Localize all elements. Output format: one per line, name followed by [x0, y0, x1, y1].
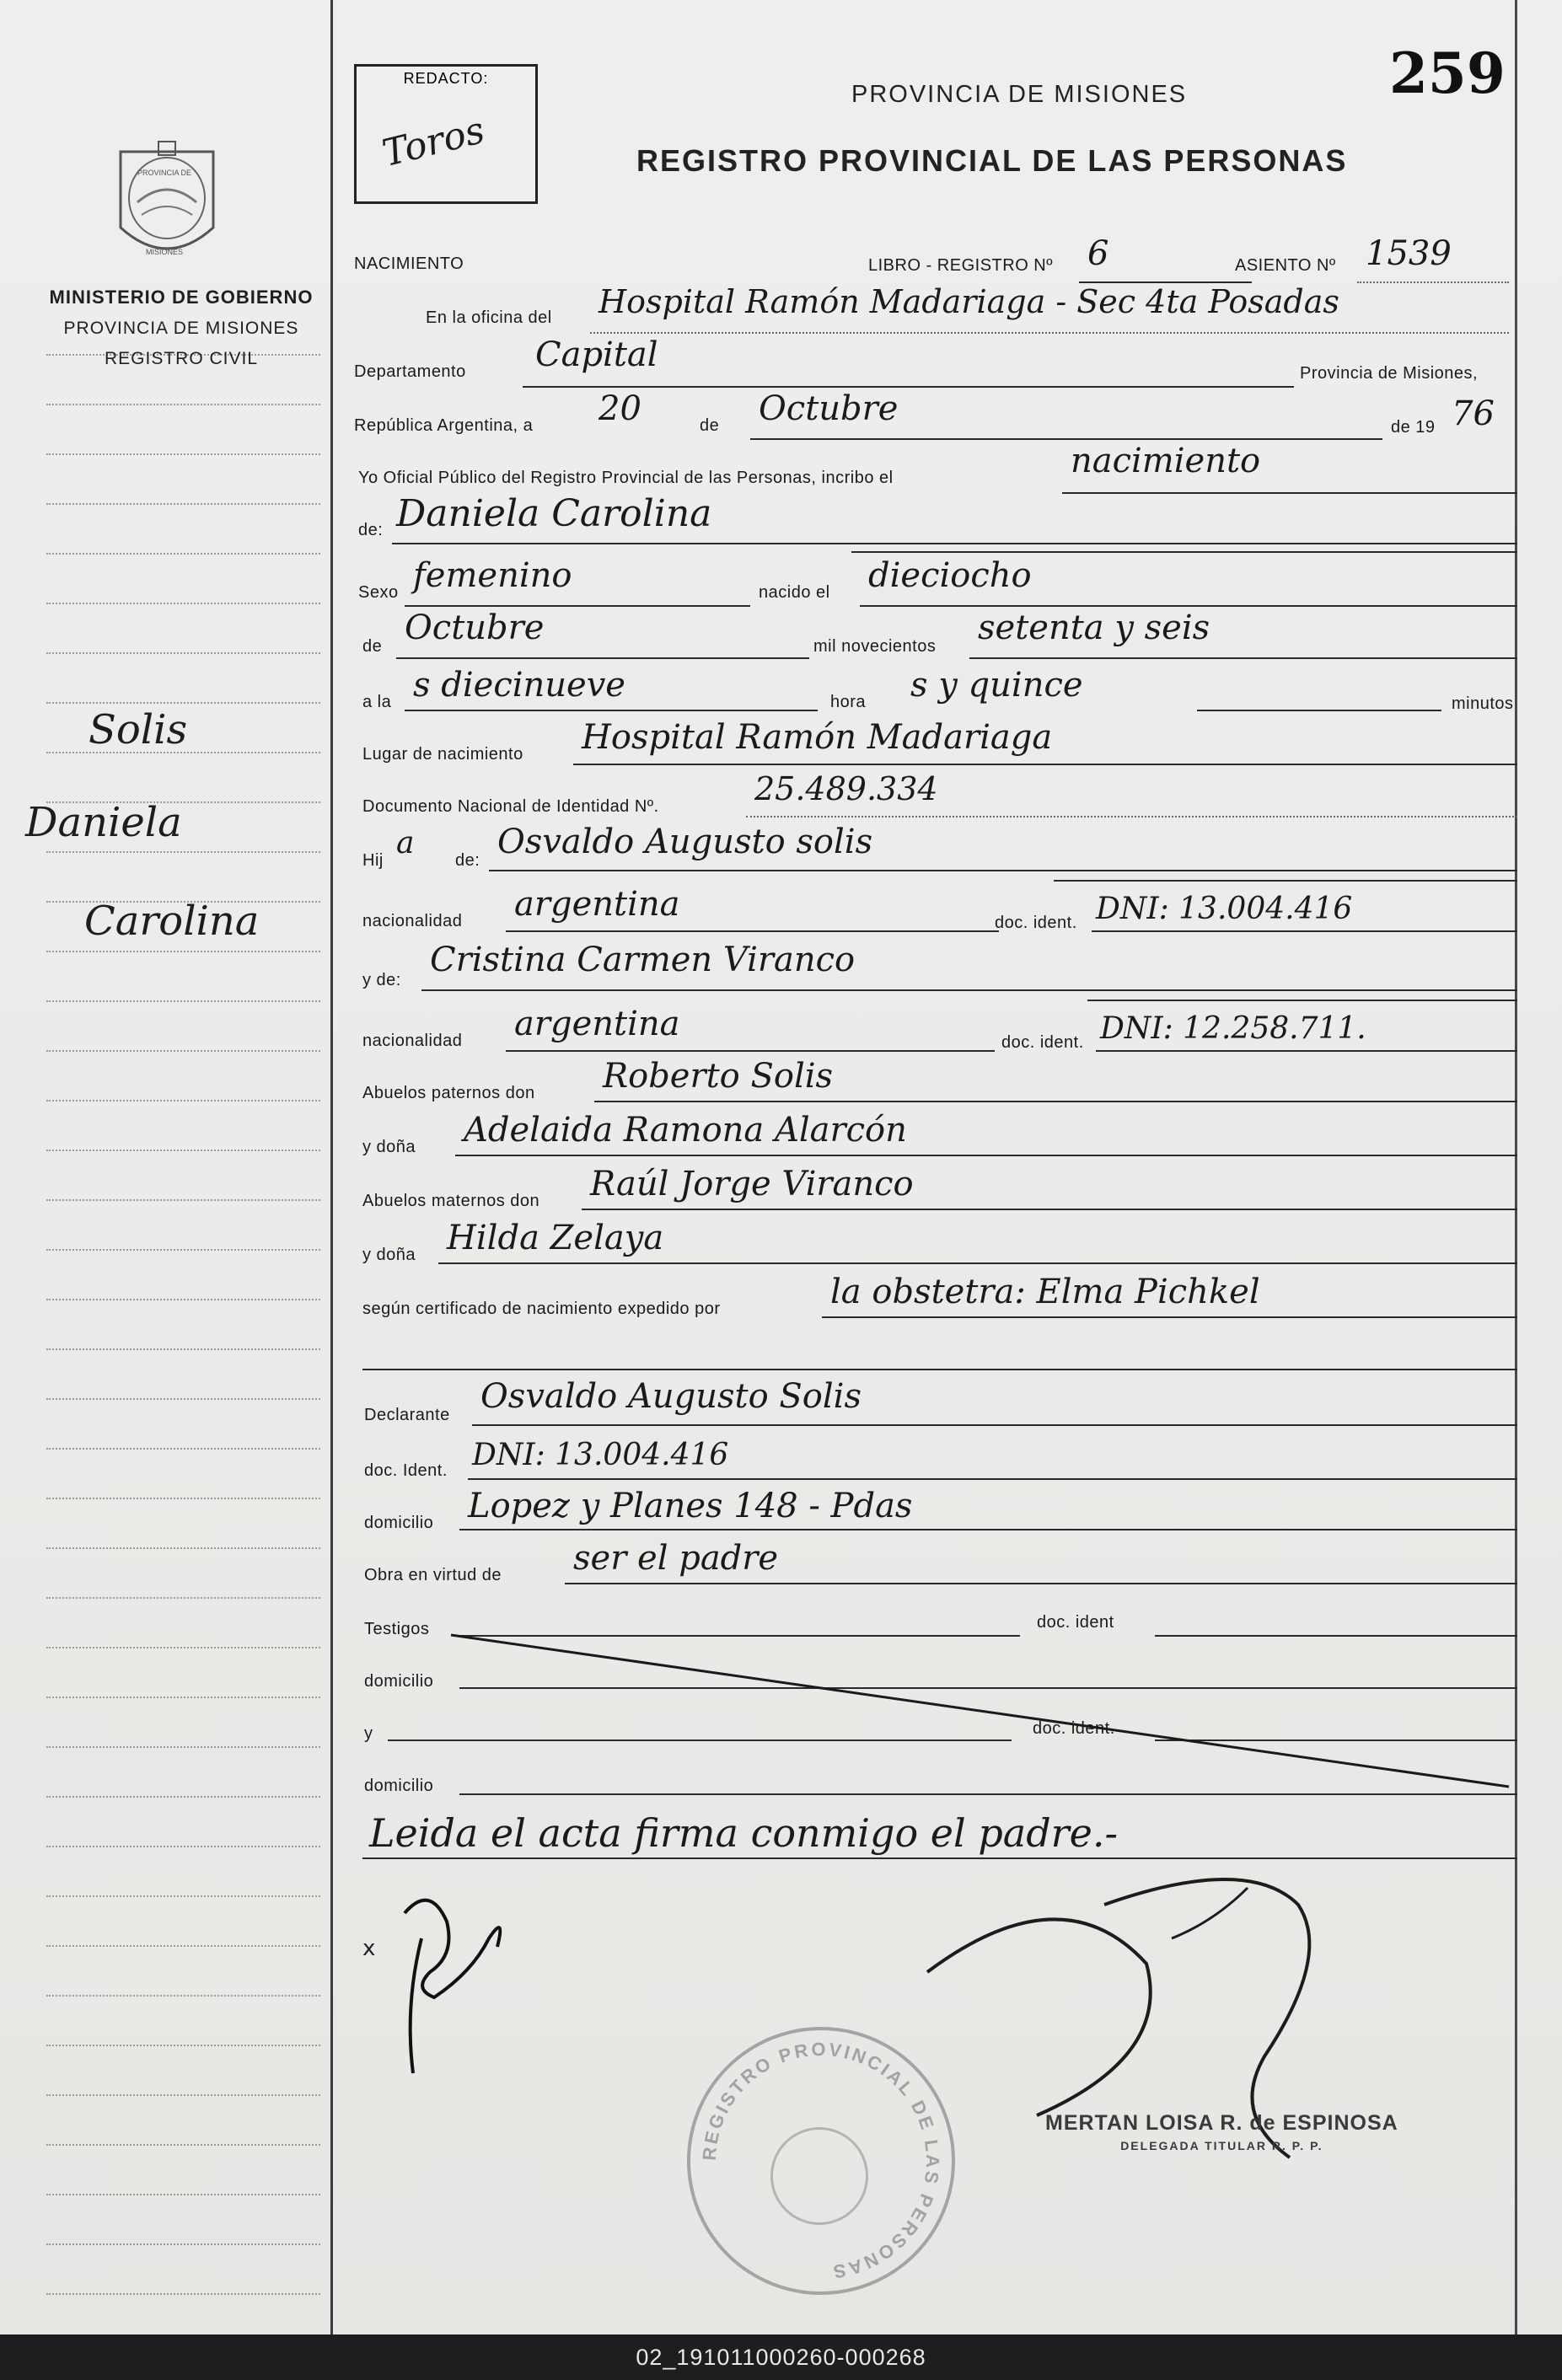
abp-value: Roberto Solis	[603, 1057, 834, 1096]
anio-value: 76	[1452, 394, 1495, 433]
dom-value: Lopez y Planes 148 - Pdas	[468, 1487, 913, 1525]
margin-surname: Solis	[89, 706, 188, 753]
margin-dotted-line	[46, 702, 320, 704]
abm-value: Raúl Jorge Viranco	[590, 1165, 914, 1203]
doc2-label: doc. ident.	[1001, 1033, 1084, 1052]
seal-lettering-icon	[101, 160, 228, 261]
margin-rule	[330, 0, 333, 2334]
province-heading: PROVINCIA DE MISIONES	[851, 81, 1188, 108]
mes-value: Octubre	[759, 389, 899, 428]
margin-dotted-line	[46, 503, 320, 505]
yde-label: y de:	[362, 971, 401, 989]
right-rule	[1515, 0, 1517, 2334]
cert-value: la obstetra: Elma Pichkel	[830, 1273, 1260, 1311]
margin-dotted-line	[46, 1398, 320, 1400]
ministry-name: MINISTERIO DE GOBIERNO	[49, 287, 314, 308]
ministry-province: PROVINCIA DE MISIONES	[63, 319, 299, 338]
oficial-label: Yo Oficial Público del Registro Provincial de las Personas, incribo el	[358, 469, 894, 487]
redacto-label: REDACTO:	[403, 70, 489, 87]
nac1-value: argentina	[514, 885, 680, 924]
departamento-label: Departamento	[354, 362, 466, 381]
docdecl-value: DNI: 13.004.416	[472, 1438, 729, 1472]
official-title: DELEGADA TITULAR R. P. P.	[1120, 2139, 1323, 2152]
declarante-label: Declarante	[364, 1406, 450, 1424]
dia-value: 20	[598, 389, 641, 428]
oficial-value: nacimiento	[1071, 442, 1261, 480]
dni-label: Documento Nacional de Identidad Nº.	[362, 797, 659, 816]
madre-value: Cristina Carmen Viranco	[430, 941, 856, 979]
ydona2-label: y doña	[362, 1246, 416, 1264]
mes2-value: Octubre	[405, 608, 545, 647]
margin-dotted-line	[46, 2194, 320, 2195]
mil-value: setenta y seis	[978, 608, 1210, 647]
oficina-value: Hospital Ramón Madariaga - Sec 4ta Posadas	[598, 283, 1339, 320]
margin-dotted-line	[46, 1895, 320, 1897]
obra-value: ser el padre	[573, 1539, 779, 1578]
margin-dotted-line	[46, 951, 320, 952]
lugar-value: Hospital Ramón Madariaga	[582, 718, 1053, 757]
oficina-label: En la oficina del	[426, 308, 552, 327]
strike-through-line	[447, 1627, 1517, 1795]
margin-dotted-line	[46, 603, 320, 604]
ydona1-label: y doña	[362, 1138, 416, 1156]
margin-dotted-line	[46, 1448, 320, 1450]
margin-dotted-line	[46, 1498, 320, 1499]
official-name: MERTAN LOISA R. de ESPINOSA	[1045, 2111, 1398, 2135]
lugar-label: Lugar de nacimiento	[362, 745, 523, 764]
abm-label: Abuelos maternos don	[362, 1192, 540, 1210]
libro-label: LIBRO - REGISTRO Nº	[868, 256, 1054, 275]
margin-dotted-line	[46, 2293, 320, 2295]
svg-text:x: x	[362, 1936, 376, 1961]
margin-dotted-line	[46, 1547, 320, 1549]
libro-value: 6	[1087, 234, 1109, 273]
margin-dotted-line	[46, 1299, 320, 1300]
minutos-label: minutos	[1452, 694, 1514, 713]
round-registry-stamp	[687, 2027, 955, 2295]
hora-value: s y quince	[910, 666, 1083, 705]
page-number: 259	[1389, 40, 1506, 106]
nac2-label: nacionalidad	[362, 1032, 463, 1050]
hora-label: hora	[830, 693, 867, 711]
test-doc2-label: doc. ident.	[1033, 1719, 1115, 1738]
official-name-stamp	[1045, 2111, 1398, 2152]
provincia-suffix: Provincia de Misiones,	[1300, 364, 1479, 383]
nacido-value: dieciocho	[868, 556, 1032, 595]
registry-heading: REGISTRO PROVINCIAL DE LAS PERSONAS	[636, 143, 1348, 178]
abp-label: Abuelos paternos don	[362, 1084, 535, 1102]
margin-dotted-line	[46, 1000, 320, 1002]
sexo-label: Sexo	[358, 583, 399, 602]
cert-label: según certificado de nacimiento expedido por	[362, 1300, 721, 1318]
margin-dotted-line	[46, 1348, 320, 1350]
margin-dotted-line	[46, 2144, 320, 2146]
mil-label: mil novecientos	[813, 637, 937, 656]
margin-dotted-line	[46, 1199, 320, 1201]
de-label: de	[700, 416, 720, 435]
margin-dotted-line	[46, 1597, 320, 1599]
testigos-label: Testigos	[364, 1620, 430, 1638]
scan-identifier: 02_191011000260-000268	[0, 2334, 1562, 2380]
margin-second-name: Carolina	[84, 898, 260, 945]
doc1-value: DNI: 13.004.416	[1096, 892, 1353, 926]
doc2-value: DNI: 12.258.711.	[1100, 1011, 1366, 1046]
asiento-value: 1539	[1366, 234, 1452, 273]
margin-dotted-line	[46, 652, 320, 654]
margin-dotted-line	[46, 1100, 320, 1102]
margin-first-name: Daniela	[25, 799, 182, 846]
margin-dotted-line	[46, 1995, 320, 1997]
margin-dotted-line	[46, 404, 320, 405]
seal-bottom-text: MISIONES	[145, 248, 184, 256]
hij-de-label: de:	[455, 851, 480, 870]
margin-dotted-line	[46, 2094, 320, 2096]
nac1-label: nacionalidad	[362, 912, 463, 930]
doc1-label: doc. ident.	[995, 914, 1077, 932]
margin-dotted-line	[46, 1945, 320, 1947]
ministry-block	[34, 287, 329, 369]
declarante-value: Osvaldo Augusto Solis	[480, 1377, 862, 1416]
margin-dotted-line	[46, 1150, 320, 1151]
alas-label: a la	[362, 693, 392, 711]
margin-dotted-line	[46, 2045, 320, 2046]
margin-dotted-line	[46, 1796, 320, 1798]
seal-top-text: PROVINCIA DE	[137, 169, 192, 177]
sexo-value: femenino	[413, 556, 572, 595]
ydona1-value: Adelaida Ramona Alarcón	[464, 1111, 907, 1150]
dom2-label: domicilio	[364, 1672, 434, 1691]
margin-dotted-line	[46, 453, 320, 455]
margin-dotted-line	[46, 1050, 320, 1052]
asiento-label: ASIENTO Nº	[1235, 256, 1336, 275]
nacido-label: nacido el	[759, 583, 830, 602]
margin-dotted-line	[46, 1697, 320, 1698]
margin-dotted-line	[46, 1746, 320, 1748]
nacimiento-label: NACIMIENTO	[354, 255, 464, 273]
test-doc-label: doc. ident	[1037, 1613, 1114, 1632]
docdecl-label: doc. Ident.	[364, 1461, 448, 1480]
closing-statement: Leida el acta firma conmigo el padre.-	[369, 1810, 1119, 1856]
margin-dotted-line	[46, 851, 320, 853]
departamento-value: Capital	[535, 335, 658, 374]
alas-value: s diecinueve	[413, 666, 625, 705]
nac2-value: argentina	[514, 1005, 680, 1043]
dom-label: domicilio	[364, 1514, 434, 1532]
hij-suffix: a	[396, 826, 415, 860]
nombre-value: Daniela Carolina	[396, 492, 712, 535]
margin-dotted-line	[46, 1846, 320, 1847]
obra-label: Obra en virtud de	[364, 1566, 502, 1584]
redacto-box	[354, 64, 538, 204]
dni-value: 25.489.334	[754, 770, 938, 807]
margin-dotted-line	[46, 553, 320, 555]
round-stamp-text: REGISTRO PROVINCIAL DE LAS PERSONAS	[698, 2038, 944, 2283]
y-label: y	[364, 1724, 373, 1743]
hij-label: Hij	[362, 851, 384, 870]
ministry-office: REGISTRO CIVIL	[104, 349, 259, 368]
margin-dotted-line	[46, 1647, 320, 1648]
de3-label: de	[362, 637, 383, 656]
margin-dotted-line	[46, 1249, 320, 1251]
republica-label: República Argentina, a	[354, 416, 534, 435]
margin-dotted-line	[46, 2243, 320, 2245]
de2-label: de:	[358, 521, 384, 539]
father-signature-icon	[354, 1888, 539, 2082]
ydona2-value: Hilda Zelaya	[447, 1219, 664, 1257]
stamp-emblem-icon	[770, 2127, 868, 2225]
anio-label: de 19	[1391, 418, 1436, 437]
dom3-label: domicilio	[364, 1777, 434, 1795]
redacto-initials: Toros	[378, 108, 489, 176]
padre-value: Osvaldo Augusto solis	[497, 823, 873, 861]
